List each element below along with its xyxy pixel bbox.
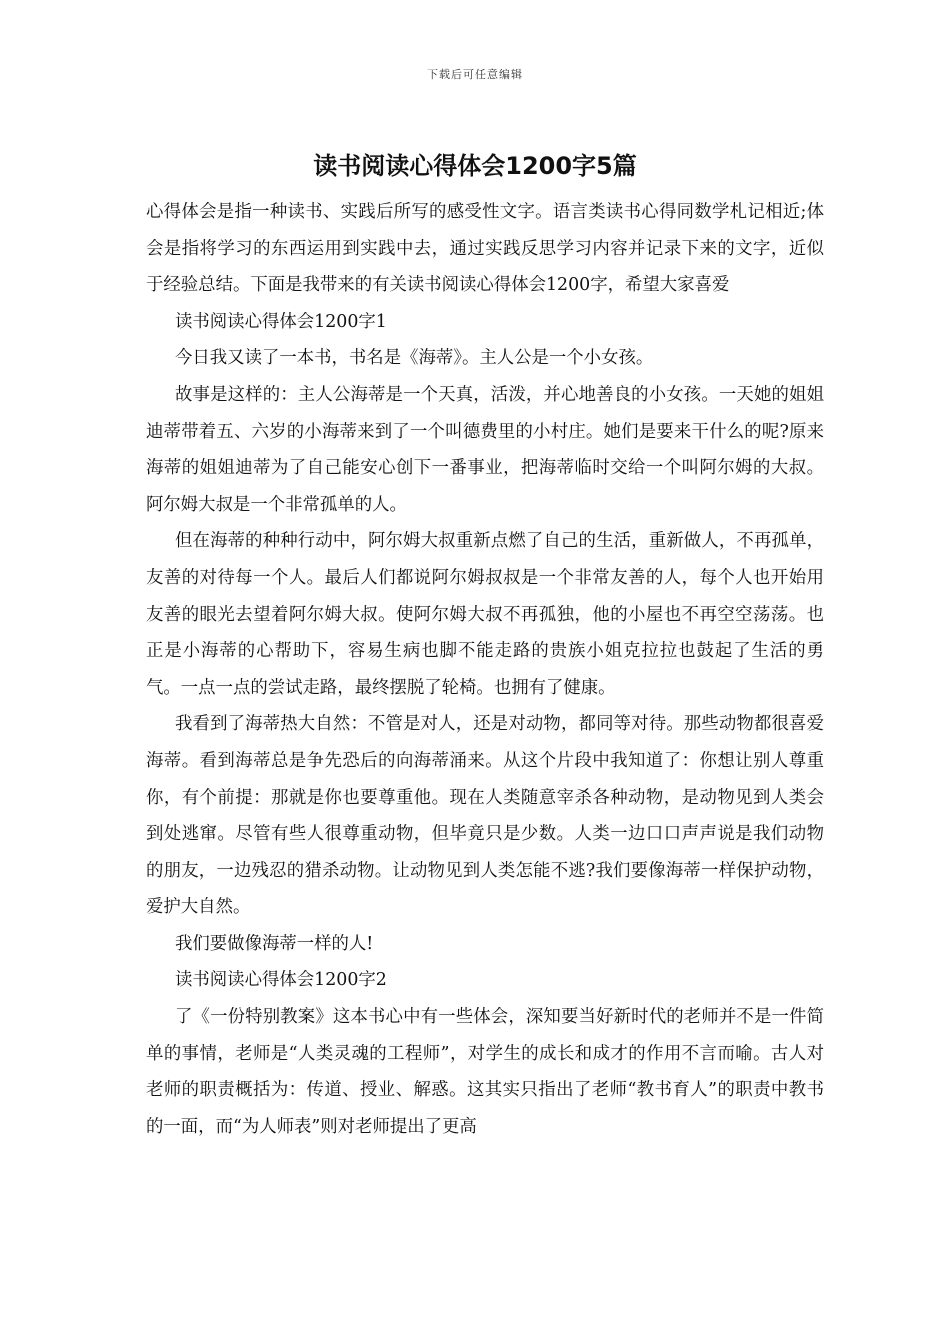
document-title: 读书阅读心得体会1200字5篇 bbox=[313, 152, 637, 180]
body-paragraph: 我看到了海蒂热大自然：不管是对人，还是对动物，都同等对待。那些动物都很喜爱海蒂。看到海蒂总是争先恐后的向海蒂涌来。从这个片段中我知道了：你想让别人尊重你，有个前提：那就是你也要尊重他。现在人类随意宰杀各种动物，是动物见到人类会到处逃窜。尽管有些人很尊重动物，但毕竟只是少数。人类一边口口声声说是我们动物的朋友，一边残忍的猎杀动物。让动物见到人类怎能不逃?我们要像海蒂一样保护动物，爱护大自然。 bbox=[146, 714, 824, 918]
section-heading-1: 读书阅读心得体会1200字1 bbox=[175, 311, 387, 332]
body-paragraph: 故事是这样的：主人公海蒂是一个天真，活泼，并心地善良的小女孩。一天她的姐姐迪蒂带着五、六岁的小海蒂来到了一个叫德费里的小村庄。她们是要来干什么的呢?原来海蒂的姐姐迪蒂为了自己能安心创下一番事业，把海蒂临时交给一个叫阿尔姆的大叔。阿尔姆大叔是一个非常孤单的人。 bbox=[146, 384, 824, 515]
document-body bbox=[146, 194, 824, 1145]
header-note: 下载后可任意编辑 bbox=[427, 68, 523, 81]
body-paragraph: 今日我又读了一本书，书名是《海蒂》。主人公是一个小女孩。 bbox=[175, 348, 654, 369]
body-paragraph: 了《一份特别教案》这本书心中有一些体会，深知要当好新时代的老师并不是一件简单的事情，老师是“人类灵魂的工程师”，对学生的成长和成才的作用不言而喻。古人对老师的职责概括为：传道、授业、解惑。这其实只指出了老师“教书育人”的职责中教书的一面，而“为人师表”则对老师提出了更高 bbox=[146, 1007, 824, 1137]
body-paragraph: 我们要做像海蒂一样的人! bbox=[175, 933, 374, 954]
section-heading-2: 读书阅读心得体会1200字2 bbox=[175, 970, 387, 991]
intro-paragraph: 心得体会是指一种读书、实践后所写的感受性文字。语言类读书心得同数学札记相近;体会是指将学习的东西运用到实践中去，通过实践反思学习内容并记录下来的文字，近似于经验总结。下面是我带来的有关读书阅读心得体会1200字，希望大家喜爱 bbox=[146, 202, 824, 296]
body-paragraph: 但在海蒂的种种行动中，阿尔姆大叔重新点燃了自己的生活，重新做人，不再孤单，友善的对待每一个人。最后人们都说阿尔姆叔叔是一个非常友善的人，每个人也开始用友善的眼光去望着阿尔姆大叔。使阿尔姆大叔不再孤独，他的小屋也不再空空荡荡。也正是小海蒂的心帮助下，容易生病也脚不能走路的贵族小姐克拉拉也鼓起了生活的勇气。一点一点的尝试走路，最终摆脱了轮椅。也拥有了健康。 bbox=[146, 531, 824, 698]
